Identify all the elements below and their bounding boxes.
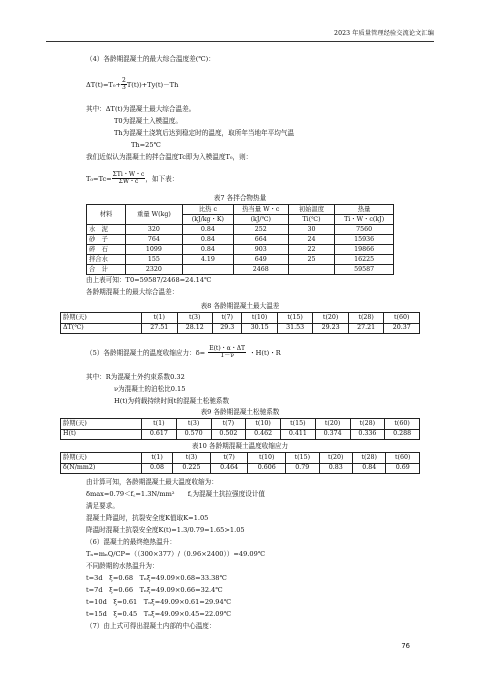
t0-result-line: 由上表可知：T0=59587/2468=24.14℃ (86, 276, 212, 284)
table-header-cell: t(28) (353, 453, 386, 464)
table-cell: 252 (233, 225, 288, 235)
table-cell: 0.502 (211, 429, 246, 440)
table-cell: δ(N/mm2) (61, 463, 142, 474)
definition-line: 其中：ΔT(t)为混凝土最大综合温差。 (86, 105, 196, 113)
table-cell: 903 (233, 245, 288, 255)
table-cell: 59587 (335, 265, 394, 275)
body-line: 不同龄期的水热温升为： (86, 562, 159, 570)
table-header-cell: t(7) (210, 453, 248, 464)
s5-left: （5）各龄期混凝土的温度收缩应力：δ= (86, 348, 206, 357)
table-header-cell: 初始温度 (288, 205, 335, 215)
s5-definition: H(t)为荷载持续时间t的混凝土松驰系数 (114, 397, 230, 405)
table-row (87, 225, 394, 235)
formula1-right: T(t))+Ty(t)－Th (126, 80, 179, 89)
table-cell: 0.617 (142, 429, 177, 440)
s5-definition: 其中：R为混凝土外约束系数0.32 (86, 373, 185, 381)
table10 (60, 452, 420, 474)
table-cell: 2468 (233, 265, 288, 275)
formula1-frac-den: 3 (122, 84, 126, 92)
table-cell: 合 计 (87, 265, 126, 275)
table-cell: 16225 (335, 255, 394, 265)
table-header-cell: t(28) (350, 419, 385, 430)
table-cell: H(t) (61, 429, 142, 440)
table10-header-row (61, 453, 420, 464)
table-cell: 664 (233, 235, 288, 245)
table-header-cell: 热量 (335, 205, 394, 215)
formula2-fraction (112, 172, 146, 186)
table-cell: 0.336 (350, 429, 385, 440)
table-row (87, 245, 394, 255)
table8-header-row (61, 313, 420, 324)
header-rule (46, 41, 434, 42)
table-cell: 30.15 (242, 323, 278, 334)
table8-caption: 表8 各龄期混凝土最大温差 (200, 302, 280, 310)
table-header-cell: t(28) (348, 313, 384, 324)
table-cell: 拌合水 (87, 255, 126, 265)
definition-line: Th=25℃ (131, 141, 161, 149)
table-cell: 7560 (335, 225, 394, 235)
s5-num: E(t)・α・ΔT (209, 345, 246, 352)
table-row (87, 265, 394, 275)
table-cell: 649 (233, 255, 288, 265)
table-cell: 0.606 (248, 463, 286, 474)
table-cell: 320 (125, 225, 182, 235)
body-line: 满足要求。 (86, 502, 119, 510)
table9-header-row (61, 419, 420, 430)
table-header-cell: t(1) (142, 313, 178, 324)
table-header-cell: (kJ/℃) (233, 215, 288, 225)
formula2-left: T₀=Tc= (86, 174, 112, 183)
table-header-cell: t(15) (281, 419, 316, 430)
table-header-cell: t(3) (173, 453, 211, 464)
table-row (87, 235, 394, 245)
table-cell: 水 泥 (87, 225, 126, 235)
table-cell: 24 (288, 235, 335, 245)
table-cell: ΔT(℃) (61, 323, 142, 334)
table-cell: 0.08 (142, 463, 173, 474)
formula-mix-temperature (86, 172, 178, 186)
table-header-cell: t(20) (319, 453, 352, 464)
table-cell: 0.570 (176, 429, 211, 440)
table-cell: 155 (125, 255, 182, 265)
table-cell: 0.69 (386, 463, 420, 474)
table-header-cell: 比热 c (182, 205, 233, 215)
running-header: 2023 年质量管理经验交流论文汇编 (334, 30, 434, 37)
s5-fraction (208, 346, 246, 360)
table-cell (288, 265, 335, 275)
table-header-cell: t(1) (142, 419, 177, 430)
formula-max-temp-diff (86, 78, 178, 92)
table-header-cell: t(60) (385, 419, 420, 430)
table9-caption: 表9 各龄期混凝土松驰系数 (200, 408, 280, 416)
table-cell: 0.83 (319, 463, 352, 474)
table-header-cell: 龄期(天) (61, 453, 142, 464)
table8 (60, 312, 420, 334)
table-header-cell: t(3) (176, 419, 211, 430)
table-header-cell: t(60) (384, 313, 420, 324)
body-line: t=15d ξ=0.45 Tₙξ=49.09×0.45=22.09℃ (86, 610, 232, 618)
table-header-cell: 重量 W(kg) (125, 205, 182, 225)
table-cell: 0.79 (286, 463, 319, 474)
table-header-cell: Ti(℃) (288, 215, 335, 225)
body-line: （6）混凝土的最终绝热温升： (86, 538, 176, 546)
table-cell: 27.21 (348, 323, 384, 334)
table-cell: 0.411 (281, 429, 316, 440)
table-cell: 22 (288, 245, 335, 255)
table-cell: 0.464 (210, 463, 248, 474)
definition-line: Th为混凝土浇筑后达到稳定时的温度，取所年当地年平均气温 (114, 129, 295, 137)
table-cell: 0.462 (246, 429, 281, 440)
table-cell: 30 (288, 225, 335, 235)
body-line: Tₙ=mₙQ/CP=（（300×377）/（0.96×2400））=49.09℃ (86, 550, 266, 558)
s5-den: 1－ν (220, 352, 234, 360)
body-line: （7）由上式可得出混凝土内部的中心温度： (86, 622, 216, 630)
table-header-cell: t(7) (211, 419, 246, 430)
table-header-cell: t(10) (248, 453, 286, 464)
table10-caption: 表10 各龄期混凝土温度收缩应力 (191, 442, 289, 450)
table-cell: 0.84 (182, 225, 233, 235)
table-cell: 19866 (335, 245, 394, 255)
table-cell (182, 265, 233, 275)
table-cell: 25 (288, 255, 335, 265)
table-cell: 2320 (125, 265, 182, 275)
table-header-cell: 龄期(天) (61, 419, 142, 430)
table-header-cell: t(20) (315, 419, 350, 430)
table-header-cell: t(10) (242, 313, 278, 324)
table-header-cell: 龄期(天) (61, 313, 142, 324)
formula2-right: ，如下表： (145, 174, 179, 183)
table7-header-row (87, 205, 394, 215)
table-header-cell: t(1) (142, 453, 173, 464)
table-header-cell: t(15) (286, 453, 319, 464)
body-line: t=7d ξ=0.66 Tₙξ=49.09×0.66=32.4℃ (86, 586, 223, 594)
table9 (60, 418, 420, 440)
definition-line: 我们近似认为混凝土的拌合温度Tc即为入模温度T₀，则： (86, 153, 253, 161)
body-line: 降温时混凝土抗裂安全度K(t)=1.3/0.79=1.65>1.05 (86, 526, 245, 534)
formula2-den: ΣW・c (118, 178, 139, 186)
table-cell: 0.374 (315, 429, 350, 440)
table-cell: 29.3 (213, 323, 242, 334)
table-header-cell: t(20) (313, 313, 349, 324)
table7 (86, 204, 394, 275)
table-cell: 砂 子 (87, 235, 126, 245)
table-header-cell: t(10) (246, 419, 281, 430)
formula1-left: ΔT(t)=T₀+ (86, 80, 122, 89)
table-row (87, 255, 394, 265)
table-header-cell: (kJ/kg・K) (182, 215, 233, 225)
formula2-num: ΣTi・W・c (112, 171, 145, 178)
table-cell: 764 (125, 235, 182, 245)
table-cell: 15936 (335, 235, 394, 245)
table-header-cell: t(15) (277, 313, 313, 324)
table-cell: 0.84 (182, 245, 233, 255)
page-number: 76 (401, 642, 410, 650)
section-4-title: （4）各龄期混凝土的最大综合温度差(℃)： (86, 55, 215, 63)
table-cell: 31.53 (277, 323, 313, 334)
table-cell: 29.23 (313, 323, 349, 334)
body-line: 由计算可知，各龄期混凝土最大温度收缩为： (86, 478, 218, 486)
table-cell: 碎 石 (87, 245, 126, 255)
body-line: 混凝土降温时，抗裂安全度K值取K=1.05 (86, 514, 209, 522)
table-cell: 0.84 (353, 463, 386, 474)
t0-result-line2: 各龄期混凝土的最大综合温差： (86, 288, 179, 296)
table-row (61, 323, 420, 334)
table-cell: 27.51 (142, 323, 178, 334)
table-cell: 0.288 (385, 429, 420, 440)
table-cell: 20.37 (384, 323, 420, 334)
body-line: t=10d ξ=0.61 Tₙξ=49.09×0.61=29.94℃ (86, 598, 232, 606)
s5-right: ・H(t)・R (249, 348, 281, 357)
body-line: t=3d ξ=0.68 Tₙξ=49.09×0.68=33.38℃ (86, 574, 227, 582)
table-header-cell: 热当量 W・c (233, 205, 288, 215)
table-row (61, 463, 420, 474)
formula1-frac-num: 2 (122, 77, 126, 84)
table-cell: 0.84 (182, 235, 233, 245)
table-header-cell: t(60) (386, 453, 420, 464)
definition-line: T0为混凝土入模温度。 (114, 117, 182, 125)
table-header-cell: Ti・W・c(kJ) (335, 215, 394, 225)
table-cell: 4.19 (182, 255, 233, 265)
body-line: δmax=0.79＜f꜀=1.3N/mm² f꜀为混凝土抗拉强度设计值 (86, 490, 265, 498)
table-row (61, 429, 420, 440)
formula-shrink-stress (86, 346, 281, 360)
table-cell: 28.12 (177, 323, 213, 334)
table7-caption: 表7 各拌合物热量 (213, 194, 267, 202)
table-cell: 0.225 (173, 463, 211, 474)
table-header-cell: t(3) (177, 313, 213, 324)
table-header-cell: t(7) (213, 313, 242, 324)
table-cell: 1099 (125, 245, 182, 255)
table-header-cell: 材料 (87, 205, 126, 225)
s5-definition: ν为混凝土的泊松比0.15 (114, 385, 186, 393)
